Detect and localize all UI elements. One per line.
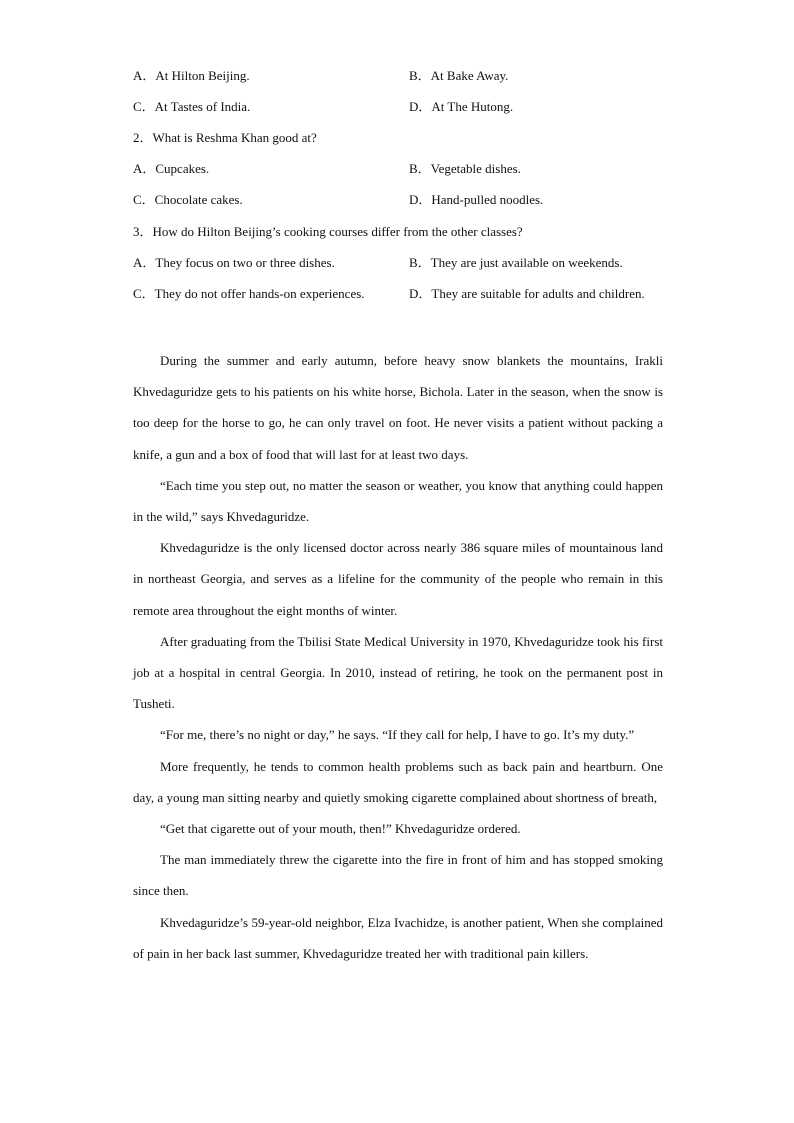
passage-paragraph: Khvedaguridze is the only licensed doctor across nearly 386 square miles of mountainous land in northeast Georgia, and serves as a lifeline for the community of the people who remain in this remote area throughout the eight months of winter. — [133, 540, 663, 618]
q1-option-b: B．At Bake Away. — [409, 68, 509, 83]
q3-options-row-1 — [133, 254, 693, 272]
q2-option-d: D．Hand-pulled noodles. — [409, 192, 544, 207]
q1-options-row-1 — [133, 67, 693, 85]
q2-options-row-1 — [133, 160, 693, 178]
q1-options-row-2 — [133, 98, 693, 116]
passage-paragraph: “Each time you step out, no matter the season or weather, you know that anything could happen in the wild,” says Khvedaguridze. — [133, 477, 663, 525]
q2-option-a: A．Cupcakes. — [133, 161, 210, 176]
passage-paragraph: Khvedaguridze’s 59-year-old neighbor, Elza Ivachidze, is another patient, When she complained of pain in her back last summer, Khvedaguridze treated her with traditional pain killers. — [133, 914, 663, 961]
passage-paragraph: After graduating from the Tbilisi State Medical University in 1970, Khvedaguridze took his first job at a hospital in central Georgia. In 2010, instead of retiring, he took on the permanent post in Tusheti. — [133, 633, 663, 712]
passage-paragraph: “For me, there’s no night or day,” he says. “If they call for help, I have to go. It’s my duty.” — [160, 727, 635, 743]
q1-option-c: C．At Tastes of India. — [133, 99, 251, 114]
q3-stem — [133, 223, 693, 241]
q3-stem-text: 3．How do Hilton Beijing’s cooking courses differ from the other classes? — [133, 224, 523, 239]
q3-option-a: A．They focus on two or three dishes. — [133, 255, 335, 270]
passage-paragraph: The man immediately threw the cigarette into the fire in front of him and has stopped smoking since then. — [133, 852, 663, 899]
q2-option-b: B．Vegetable dishes. — [409, 161, 521, 176]
q3-option-c: C．They do not offer hands-on experiences. — [133, 286, 365, 301]
q3-options-row-2 — [133, 285, 693, 303]
q1-option-d: D．At The Hutong. — [409, 99, 514, 114]
q1-option-a: A．At Hilton Beijing. — [133, 68, 250, 83]
q3-option-d: D．They are suitable for adults and children. — [409, 286, 645, 301]
q2-stem — [133, 129, 693, 147]
q2-options-row-2 — [133, 191, 693, 209]
passage-paragraph: During the summer and early autumn, before heavy snow blankets the mountains, Irakli Khvedaguridze gets to his patients on his white horse, Bichola. Later in the season, when the snow is too deep for the horse to go, he can only travel on foot. He never visits a patient without packing a knife, a gun and a box of food that will last for at least two days. — [133, 353, 663, 462]
reading-passage — [133, 345, 663, 969]
q3-option-b: B．They are just available on weekends. — [409, 255, 623, 270]
q2-option-c: C．Chocolate cakes. — [133, 192, 243, 207]
passage-paragraph: “Get that cigarette out of your mouth, then!” Khvedaguridze ordered. — [160, 821, 521, 837]
q2-stem-text: 2．What is Reshma Khan good at? — [133, 130, 317, 145]
passage-paragraph: More frequently, he tends to common health problems such as back pain and heartburn. One day, a young man sitting nearby and quietly smoking cigarette complained about shortness of breath, — [133, 758, 663, 805]
